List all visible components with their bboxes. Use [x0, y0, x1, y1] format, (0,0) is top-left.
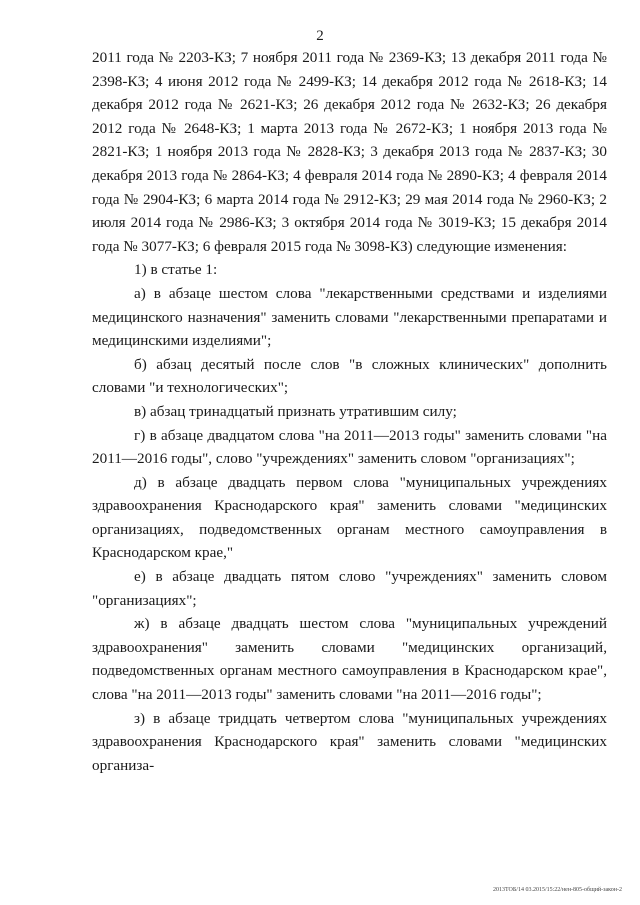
paragraph-item-z: з) в абзаце тридцать четвертом слова "муниципальных учреждениях здравоохранения Краснодарского края" заменить словами "медицинских организа- — [92, 709, 607, 774]
paragraph-item-e: е) в абзаце двадцать пятом слово "учреждениях" заменить словом "организациях"; — [92, 568, 607, 609]
paragraph-item-a: а) в абзаце шестом слова "лекарственными средствами и изделиями медицинского назначения" заменить словами "лекарственными препаратами и медицинскими изделиями"; — [92, 284, 607, 350]
paragraph-item-v: в) абзац тринадцатый признать утратившим силу; — [134, 402, 457, 420]
paragraph-law-references: 2011 года № 2203-КЗ; 7 ноября 2011 года № 2369-КЗ; 13 декабря 2011 года № 2398-КЗ; 4 июня 2012 года № 2499-КЗ; 14 декабря 2012 года № 2618-КЗ; 14 декабря 2012 года № 2621-КЗ; 26 декабря 2012 года № 2632-КЗ; 26 декабря 2012 года № 2648-КЗ; 1 марта 2013 года № 2672-КЗ; 1 ноября 2013 года № 2821-КЗ; 1 ноября 2013 года № 2828-КЗ; 3 декабря 2013 года № 2837-КЗ; 30 декабря 2013 года № 2864-КЗ; 4 февраля 2014 года № 2890-КЗ; 4 февраля 2014 года № 2904-КЗ; 6 марта 2014 года № 2912-КЗ; 29 мая 2014 года № 2960-КЗ; 2 июля 2014 года № 2986-КЗ; 3 октября 2014 года № 3019-КЗ; 15 декабря 2014 года № 3077-КЗ; 6 февраля 2015 года № 3098-КЗ) следующие изменения: — [92, 49, 607, 255]
paragraph-item-d: д) в абзаце двадцать первом слова "муниципальных учреждениях здравоохранения Краснодарского края" заменить словами "медицинских организациях, подведомственных органам местного самоуправления в Краснодарском крае," — [92, 473, 607, 562]
paragraph-item-zh: ж) в абзаце двадцать шестом слова "муниципальных учреждений здравоохранения" заменить словами "медицинских организаций, подведомственных органам местного самоуправления в Краснодарском крае", слова "на 2011—2013 годы" заменить словами "на 2011—2016 годы"; — [92, 615, 607, 704]
paragraph-item-g: г) в абзаце двадцатом слова "на 2011—2013 годы" заменить словами "на 2011—2016 годы", слово "учреждениях" заменить словом "организациях"; — [92, 426, 607, 468]
page-number: 2 — [316, 28, 324, 44]
footer-reference: 2013ТОБ/14 03.2015/15:22/нен-805-общий-закон-2 — [492, 887, 622, 893]
document-body — [92, 46, 607, 777]
paragraph-article-1: 1) в статье 1: — [134, 261, 218, 279]
paragraph-item-b: б) абзац десятый после слов "в сложных клинических" дополнить словами "и технологических"; — [92, 355, 607, 397]
